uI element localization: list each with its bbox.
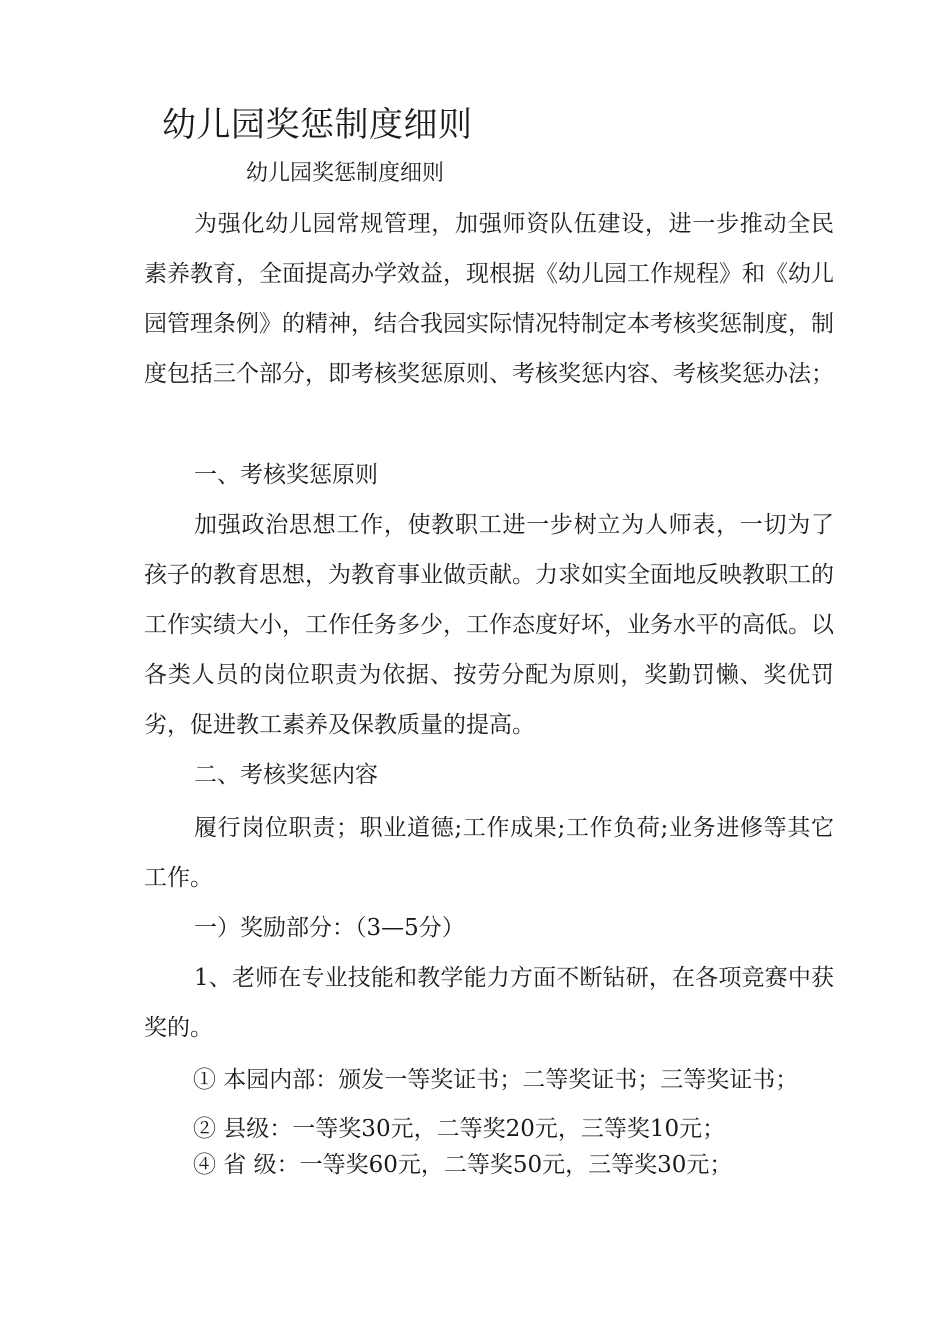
document-subtitle: 幼儿园奖惩制度细则 xyxy=(246,161,445,186)
section2-paragraph: 履行岗位职责；职业道德;工作成果;工作负荷;业务进修等其它工作。 xyxy=(144,815,834,891)
section1-paragraph: 加强政治思想工作，使教职工进一步树立为人师表，一切为了孩子的教育思想，为教育事业做贡献。力求如实全面地反映教职工的工作实绩大小，工作任务多少，工作态度好坏，业务水平的高低。以各类人员的岗位职责为依据、按劳分配为原则，奖勤罚懒、奖优罚劣，促进教工素养及保教质量的提高。 xyxy=(144,512,834,738)
section1-heading: 一、考核奖惩原则 xyxy=(194,462,378,488)
document-title: 幼儿园奖惩制度细则 xyxy=(162,105,473,145)
intro-paragraph: 为强化幼儿园常规管理，加强师资队伍建设，进一步推动全民素养教育，全面提高办学效益，现根据《幼儿园工作规程》和《幼儿园管理条例》的精神，结合我园实际情况特制定本考核奖惩制度，制度包括三个部分，即考核奖惩原则、考核奖惩内容、考核奖惩办法； xyxy=(144,211,834,387)
reward-item-1-county: ② 县级：一等奖30元，二等奖20元，三等奖10元； xyxy=(193,1116,726,1142)
reward-heading: 一）奖励部分：（3—5分） xyxy=(194,915,465,941)
reward-item-1-province: ④ 省 级：一等奖60元，二等奖50元，三等奖30元； xyxy=(193,1152,733,1178)
reward-item-1-internal: ① 本园内部：颁发一等奖证书；二等奖证书；三等奖证书； xyxy=(193,1067,799,1093)
reward-item-1: 1、老师在专业技能和教学能力方面不断钻研，在各项竞赛中获奖的。 xyxy=(144,965,834,1041)
section2-heading: 二、考核奖惩内容 xyxy=(194,762,378,788)
